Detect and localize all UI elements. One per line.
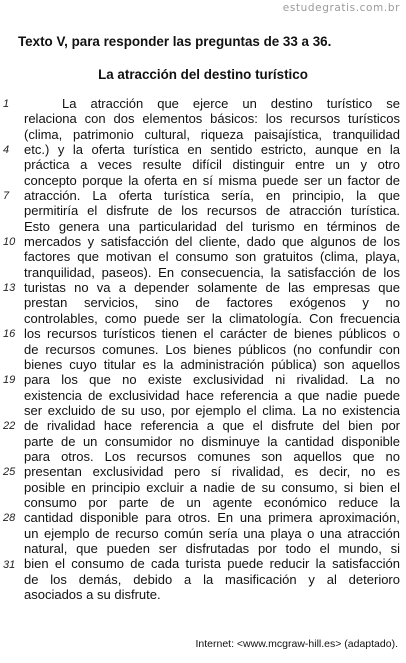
line-number: 25 bbox=[3, 466, 16, 479]
text-line: existencia de exclusividad hace referencia a que nadie puede bbox=[24, 387, 400, 403]
line-number: 4 bbox=[3, 144, 10, 157]
text-line: práctica a veces resulte difícil distinguir entre un y otro bbox=[24, 157, 400, 173]
text-line: tranquilidad, paseos). En consecuencia, la satisfacción de los bbox=[24, 264, 400, 280]
text-line: un ejemplo de recurso común sería una playa o una atracción bbox=[24, 525, 400, 541]
text-line: permitiría el disfrute de los recursos de atracción turística. bbox=[24, 203, 400, 219]
watermark: estudegratis.com.br bbox=[282, 2, 400, 14]
text-line: para otros. Los recursos comunes son aquellos que no bbox=[24, 448, 400, 464]
text-line: etc.) y la oferta turística en sentido estricto, aunque en la bbox=[24, 142, 400, 158]
line-number: 22 bbox=[3, 420, 16, 433]
text-line: cantidad disponible para otros. En una primera aproximación, bbox=[24, 510, 400, 526]
text-line: bienes cuyo titular es la administración pública) son aquellos bbox=[24, 356, 400, 372]
text-line: parte de un consumidor no disminuye la cantidad disponible bbox=[24, 433, 400, 449]
text-line: prestan servicios, sino de factores exógenos y no bbox=[24, 295, 400, 311]
text-line: turistas no va a depender solamente de las empresas que bbox=[24, 280, 400, 296]
source-citation: Internet: <www.mcgraw-hill.es> (adaptado). bbox=[195, 638, 398, 650]
text-line: natural, que pueden ser disfrutadas por todo el mundo, si bbox=[24, 540, 400, 556]
line-number: 7 bbox=[3, 190, 10, 203]
text-line: atracción. La oferta turística sería, en principio, la que bbox=[24, 188, 400, 204]
text-line: consumo por parte de un agente económico reduce la bbox=[24, 494, 400, 510]
line-number: 28 bbox=[3, 512, 16, 525]
line-number: 1 bbox=[3, 98, 10, 110]
text-line: mercados y satisfacción del cliente, dado que algunos de los bbox=[24, 234, 400, 250]
text-line: (clima, patrimonio cultural, riqueza paisajística, tranquilidad bbox=[24, 126, 400, 142]
text-line: factores que motivan el consumo son gratuitos (clima, playa, bbox=[24, 249, 400, 265]
text-line: ser excluido de su uso, por ejemplo el clima. La no existencia bbox=[24, 402, 400, 418]
text-line: de recursos comunes. Los bienes públicos (no confundir con bbox=[24, 341, 400, 357]
text-line: relaciona con dos elementos básicos: los recursos turísticos bbox=[24, 111, 400, 127]
exercise-heading: Texto V, para responder las preguntas de 33 a 36. bbox=[18, 34, 332, 49]
text-line: posible en principio excluir a nadie de su consumo, si bien el bbox=[24, 479, 400, 495]
text-line: de los demás, debido a la masificación y al deterioro bbox=[24, 571, 400, 587]
text-line: La atracción que ejerce un destino turístico se bbox=[62, 96, 400, 111]
text-title: La atracción del destino turístico bbox=[98, 67, 308, 82]
text-line: concepto porque la oferta en sí misma puede ser un factor de bbox=[24, 172, 400, 188]
text-line: Esto genera una particularidad del turismo en términos de bbox=[24, 218, 400, 234]
text-line: de rivalidad hace referencia a que el disfrute del bien por bbox=[24, 418, 400, 434]
text-line: para los que no existe exclusividad ni rivalidad. La no bbox=[24, 372, 400, 388]
text-line: presentan exclusividad pero sí rivalidad, es decir, no es bbox=[24, 464, 400, 480]
text-body bbox=[24, 96, 400, 602]
text-line: controlables, como puede ser la climatología. Con frecuencia bbox=[24, 310, 400, 326]
line-number: 19 bbox=[3, 374, 16, 387]
line-number: 16 bbox=[3, 328, 16, 341]
line-number: 31 bbox=[3, 558, 16, 571]
text-line: bien el consumo de cada turista puede reducir la satisfacción bbox=[24, 556, 400, 572]
text-line: los recursos turísticos tienen el carácter de bienes públicos o bbox=[24, 326, 400, 342]
line-number: 10 bbox=[3, 236, 16, 249]
line-number: 13 bbox=[3, 282, 16, 295]
text-line: asociados a su disfrute. bbox=[24, 587, 161, 602]
